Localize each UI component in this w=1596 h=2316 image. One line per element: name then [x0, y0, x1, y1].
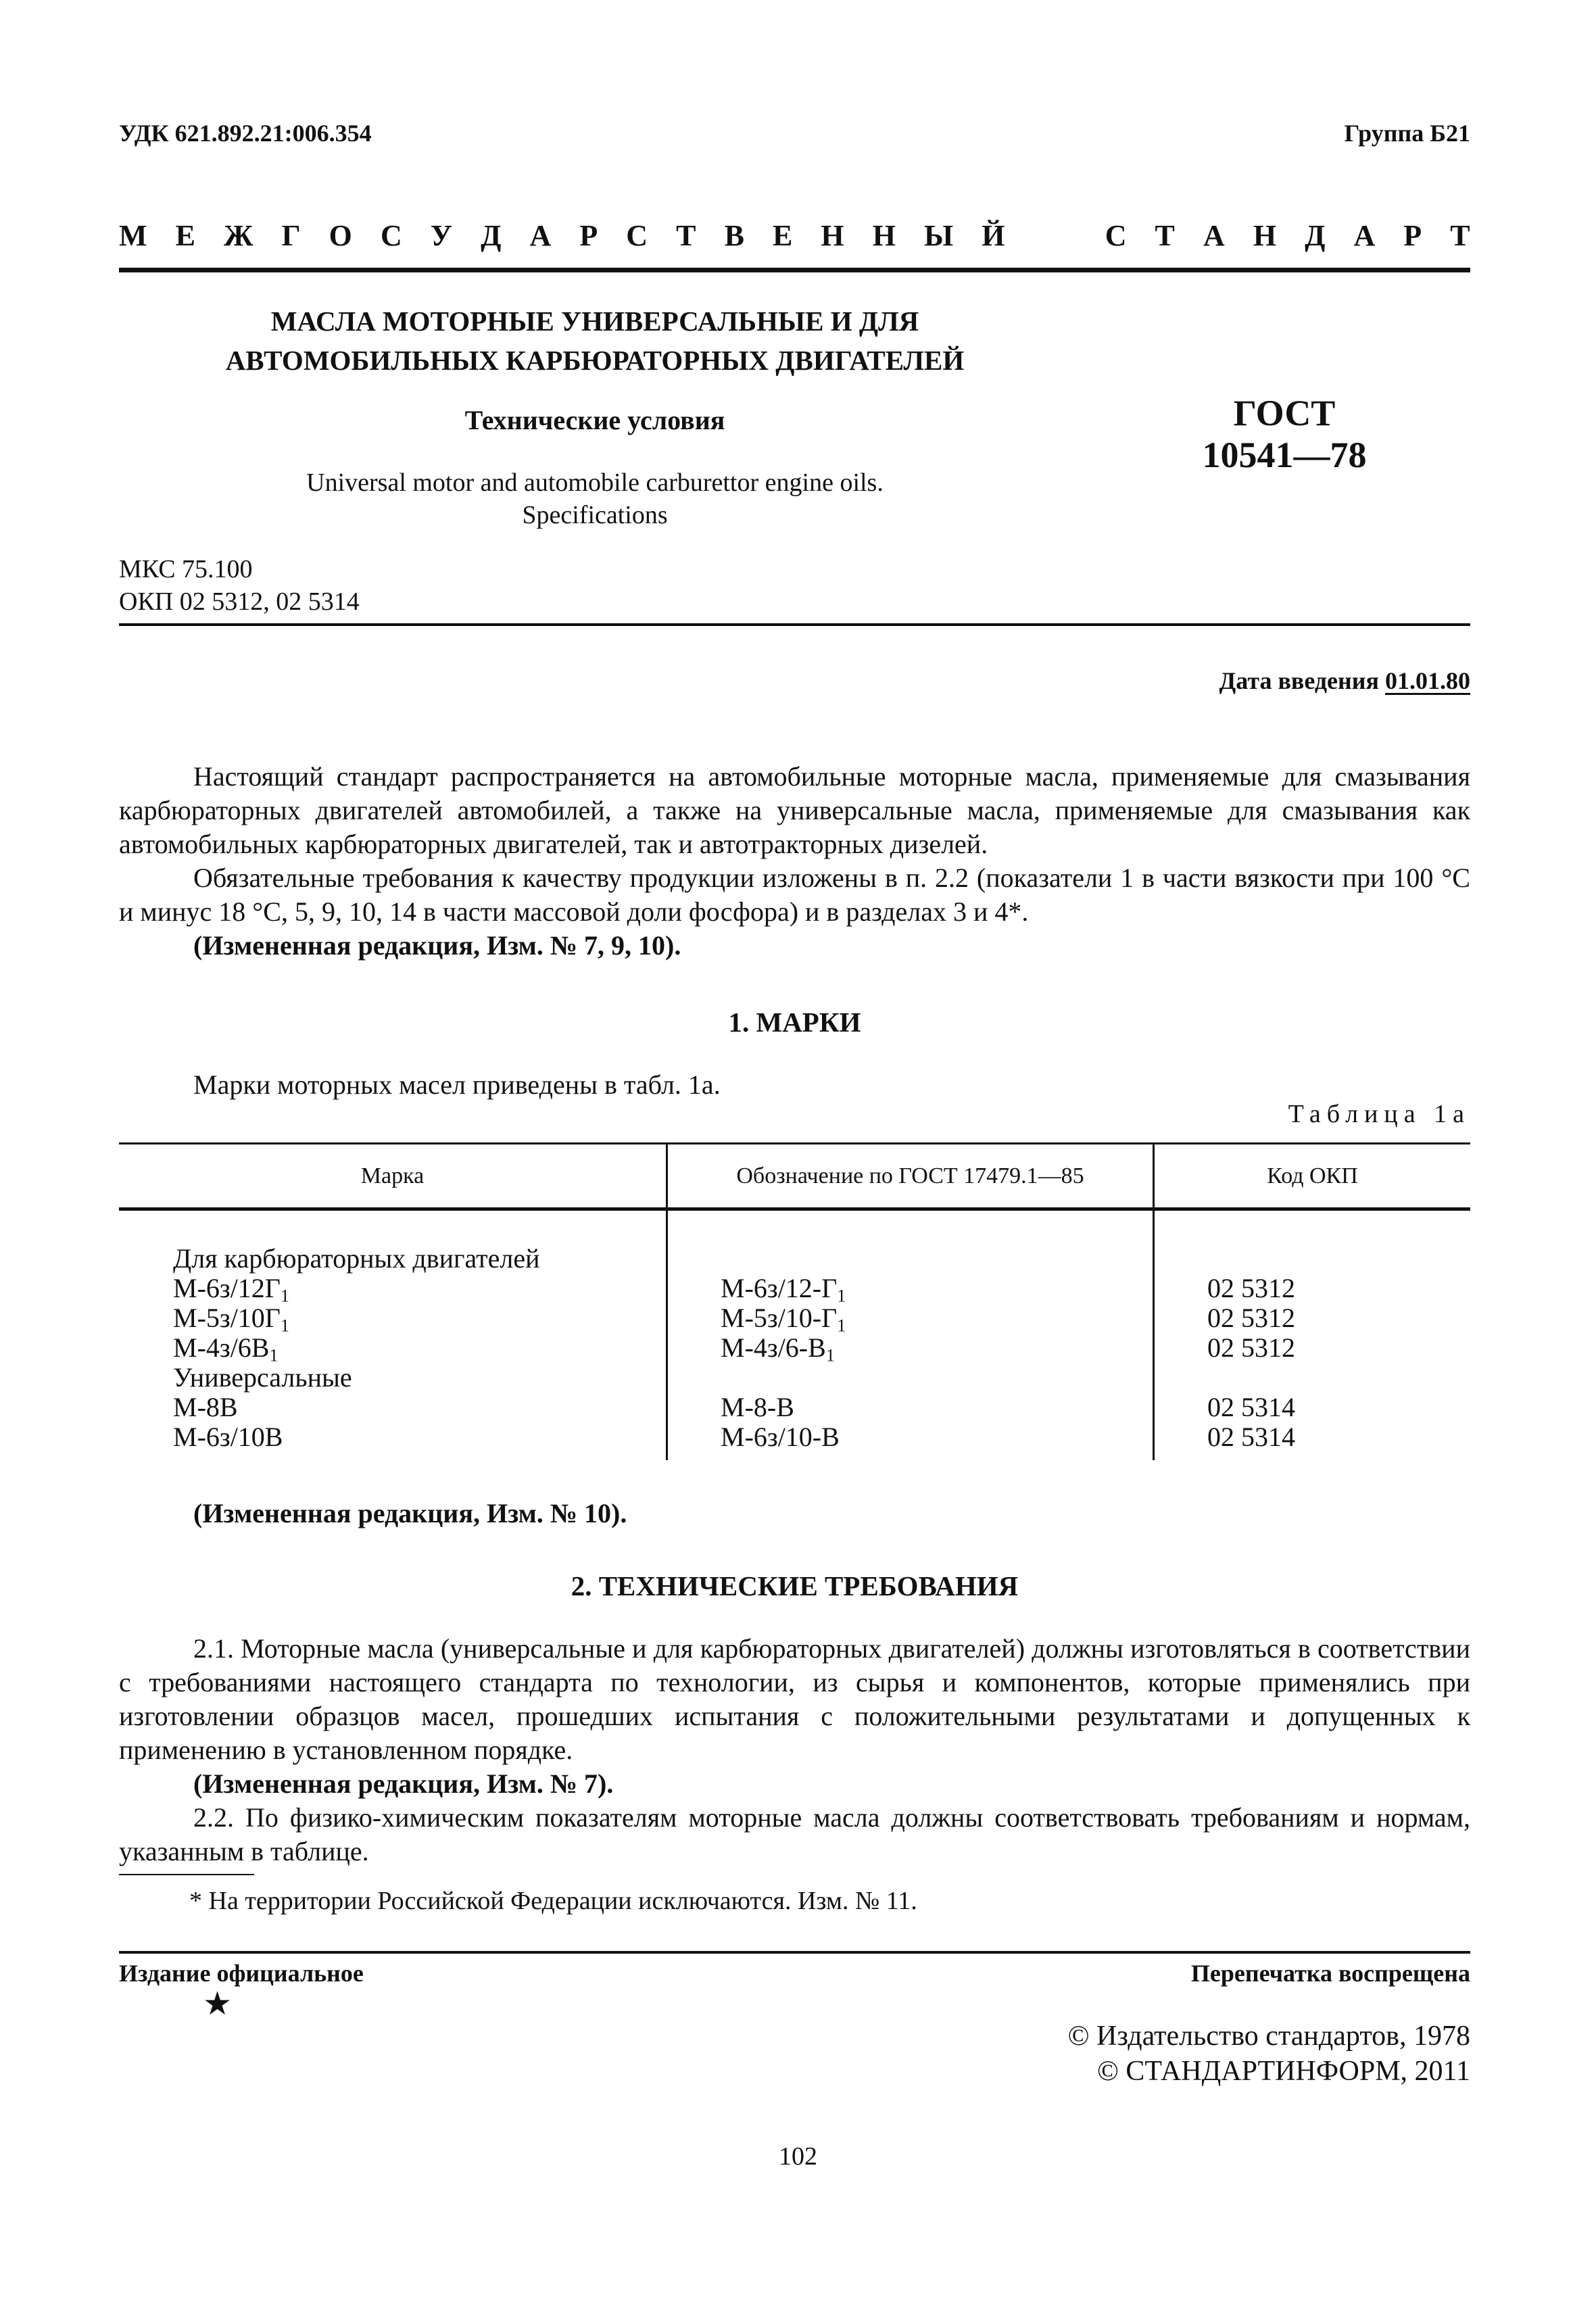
banner-letter: В — [724, 218, 744, 252]
table-cell-designation: $М-6з/12-Г_1$ — [721, 1273, 846, 1306]
copyright-2011: © СТАНДАРТИНФОРМ, 2011 — [1097, 2056, 1470, 2087]
udk-code: УДК 621.892.21:006.354 — [119, 120, 372, 147]
banner-letter: Р — [579, 218, 598, 252]
banner-letter: Д — [481, 218, 502, 252]
english-title-line-1: Universal motor and automobile carburettor engine oils. — [306, 468, 884, 497]
banner-letter: Н — [821, 218, 844, 252]
banner-letter: Е — [772, 218, 793, 252]
date-label: Дата введения — [1219, 667, 1379, 694]
table-cell-designation — [721, 1363, 846, 1393]
official-edition: Издание официальное — [119, 1960, 364, 1987]
date-value: 01.01.80 — [1385, 667, 1470, 694]
banner-letter: Г — [281, 218, 301, 252]
clause-2-2-text: 2.2. По физико-химическим показателям моторные масла должны соответствовать требованиям и нормам, указанным в таблице. — [119, 1802, 1470, 1866]
banner-letter: Т — [1155, 218, 1175, 252]
banner-letter: С — [1105, 218, 1127, 252]
title-line-2: АВТОМОБИЛЬНЫХ КАРБЮРАТОРНЫХ ДВИГАТЕЛЕЙ — [225, 345, 965, 376]
banner-letter: Н — [872, 218, 896, 252]
header-rule — [119, 268, 1470, 272]
banner-letter: Т — [1450, 218, 1470, 252]
column-okp-code — [1207, 1244, 1295, 1452]
banner-letter: Д — [1305, 218, 1326, 252]
clause-2-1-text: 2.1. Моторные масла (универсальные и для карбюраторных двигателей) должны изготовляться в соответствии с требованиями настоящего стандарта по технологии, из сырья и компонентов, которые применялись при изготовлении образцов масел, прошедших испытания с положительными результатами и допущенных к применению в установленном порядке. — [119, 1633, 1470, 1765]
document-subtitle: Технические условия — [464, 405, 725, 435]
section-1-text — [119, 1068, 1470, 1102]
table-cell-mark: $М-6з/12Г_1$ — [173, 1273, 289, 1306]
banner-letter: С — [380, 218, 402, 252]
table-header-rule — [119, 1207, 1470, 1211]
banner-letter: А — [1353, 218, 1376, 252]
banner-letter — [1034, 218, 1041, 253]
footnote-rule — [119, 1874, 254, 1875]
footnote: * На территории Российской Федерации исключаются. Изм. № 11. — [189, 1887, 917, 1915]
section-2-amendment-text: (Измененная редакция, Изм. № 7). — [193, 1768, 614, 1799]
group-code: Группа Б21 — [1344, 120, 1470, 147]
banner-letter: С — [626, 218, 648, 252]
banner-letter: Ж — [224, 218, 253, 252]
table-cell-okp-code — [1207, 1244, 1295, 1274]
banner-letter: Р — [1403, 218, 1422, 252]
okp-code: ОКП 02 5312, 02 5314 — [119, 587, 360, 616]
section-1-heading: 1. МАРКИ — [728, 1007, 861, 1038]
table-cell-mark: М-6з/10В — [173, 1422, 283, 1452]
introduction-date — [1219, 667, 1471, 695]
banner-letter: А — [529, 218, 552, 252]
banner-letter: М — [119, 218, 147, 252]
col-header-mark: Марка — [360, 1163, 425, 1188]
table-cell-designation: $М-5з/10-Г_1$ — [721, 1303, 846, 1336]
section-1-amendment-text: (Измененная редакция, Изм. № 10). — [193, 1498, 627, 1528]
banner-letter: Е — [175, 218, 195, 252]
footer-rule — [119, 1951, 1470, 1954]
banner-letter: О — [329, 218, 352, 252]
banner-letter: У — [430, 218, 453, 252]
table-cell-designation — [721, 1244, 846, 1274]
copyright-1978: © Издательство стандартов, 1978 — [1067, 2021, 1470, 2052]
intro-paragraph-1 — [119, 760, 1470, 861]
intro-paragraph-2 — [119, 861, 1470, 929]
table-cell-designation: М-8-В — [721, 1392, 794, 1422]
english-title — [122, 466, 1068, 531]
intro-paragraph-1-text: Настоящий стандарт распространяется на автомобильные моторные масла, применяемые для смазывания карбюраторных двигателей автомобилей, а также на универсальные масла, применяемые для смазывания как автомобильных карбюраторных двигателей, так и автотракторных дизелей. — [119, 761, 1470, 859]
gost-number-block — [1149, 392, 1420, 476]
table-cell-mark: $М-5з/10Г_1$ — [173, 1303, 289, 1336]
table-cell-mark: Для карбюраторных двигателей — [173, 1243, 540, 1274]
intro-amendment — [119, 929, 1470, 963]
intro-paragraph-2-text: Обязательные требования к качеству продукции изложены в п. 2.2 (показатели 1 в части вязкости при 100 °С и минус 18 °С, 5, 9, 10, 14 в части массовой доли фосфора) и в разделах 3 и 4*. — [119, 863, 1470, 927]
standard-banner — [119, 215, 1470, 256]
english-title-line-2: Specifications — [522, 501, 668, 529]
table-cell-okp-code — [1207, 1363, 1295, 1393]
banner-letter: Т — [676, 218, 696, 252]
intro-amendment-text: (Измененная редакция, Изм. № 7, 9, 10). — [193, 930, 681, 961]
table-cell-okp-code: 02 5314 — [1207, 1422, 1295, 1452]
banner-letter — [1069, 218, 1077, 253]
column-mark — [173, 1244, 540, 1452]
banner-letter: Й — [982, 218, 1005, 252]
col-header-designation: Обозначение по ГОСТ 17479.1—85 — [736, 1163, 1084, 1188]
title-line-1: МАСЛА МОТОРНЫЕ УНИВЕРСАЛЬНЫЕ И ДЛЯ — [270, 306, 919, 337]
banner-letter: А — [1203, 218, 1225, 252]
section-1-text-content: Марки моторных масел приведены в табл. 1а. — [193, 1069, 721, 1100]
table-cell-mark: М-8В — [173, 1392, 238, 1422]
banner-letter: Н — [1253, 218, 1277, 252]
page-number: 102 — [779, 2142, 817, 2171]
table-caption: Таблица 1а — [1288, 1100, 1470, 1128]
title-rule — [119, 623, 1470, 626]
col-header-okp-code: Код ОКП — [1267, 1163, 1358, 1188]
table-cell-mark: Универсальные — [173, 1362, 352, 1393]
banner-letter: Ы — [924, 218, 954, 252]
table-cell-okp-code: 02 5312 — [1207, 1303, 1295, 1333]
section-2-heading: 2. ТЕХНИЧЕСКИЕ ТРЕБОВАНИЯ — [571, 1570, 1019, 1601]
clause-2-1 — [119, 1632, 1470, 1767]
star-icon: ★ — [203, 1986, 233, 2022]
reprint-prohibited: Перепечатка воспрещена — [1190, 1960, 1470, 1987]
mks-code: МКС 75.100 — [119, 555, 253, 583]
gost-number: 10541—78 — [1202, 435, 1367, 475]
section-1-amendment — [119, 1497, 1470, 1530]
table-cell-designation: $М-4з/6-В_1$ — [721, 1332, 835, 1366]
copyright-block — [1068, 2019, 1470, 2089]
table-cell-mark: $М-4з/6В_1$ — [173, 1332, 279, 1366]
table-top-rule — [119, 1142, 1470, 1144]
column-designation — [721, 1244, 846, 1452]
table-cell-designation: М-6з/10-В — [721, 1422, 840, 1452]
table-cell-okp-code: 02 5312 — [1207, 1273, 1295, 1303]
section-2-amendment — [119, 1767, 1470, 1801]
table-cell-okp-code: 02 5314 — [1207, 1392, 1295, 1422]
gost-label: ГОСТ — [1233, 393, 1336, 433]
document-title — [122, 301, 1068, 380]
table-cell-okp-code: 02 5312 — [1207, 1332, 1295, 1363]
classification-codes — [119, 553, 360, 618]
clause-2-2 — [119, 1801, 1470, 1868]
